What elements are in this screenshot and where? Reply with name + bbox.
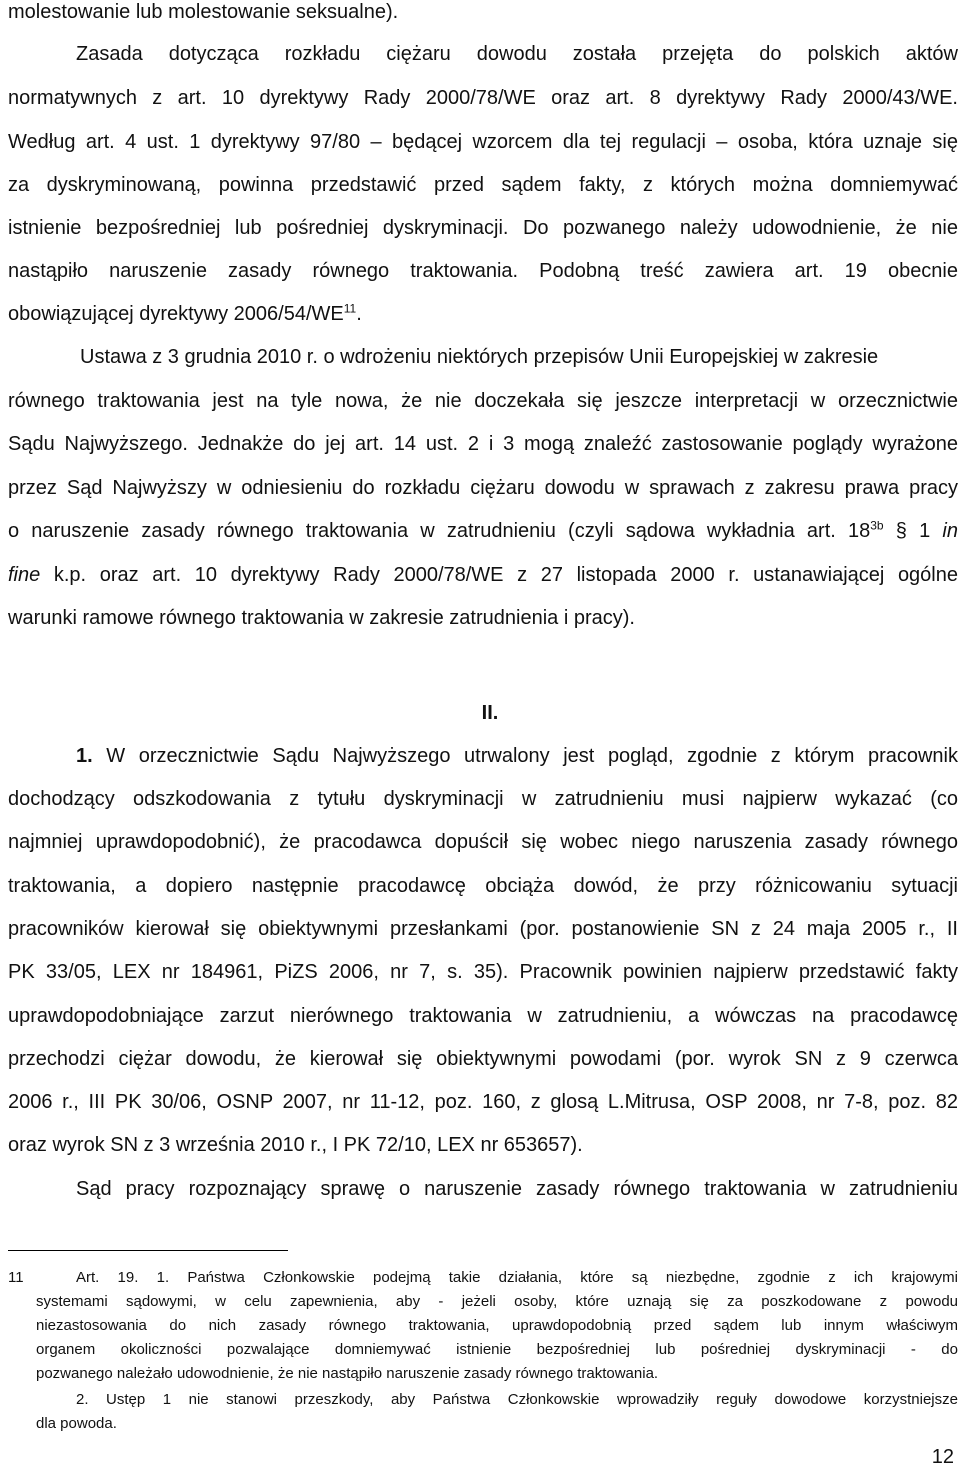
text-line: Sąd pracy rozpoznający sprawę o naruszenie zasady równego traktowania w zatrudnieniu — [76, 1178, 958, 1200]
text-line: Zasada dotycząca rozkładu ciężaru dowodu została przejęta do polskich aktów — [76, 43, 958, 65]
footnote-reference: 11 — [343, 301, 357, 316]
text-line: za dyskryminowaną, powinna przedstawić przed sądem fakty, z których można domniemywać — [8, 174, 958, 196]
footnote-separator — [8, 1250, 288, 1251]
text-line: pracowników kierował się obiektywnymi przesłankami (por. postanowienie SN z 24 maja 2005 r., II — [8, 918, 958, 940]
text-segment: W orzecznictwie Sądu Najwyższego utrwalony jest pogląd, zgodnie z którym pracownik — [92, 745, 958, 767]
footnote-line: pozwanego należało udowodnienie, że nie nastąpiło naruszenie zasady równego traktowania. — [36, 1365, 659, 1382]
text-line: oraz wyrok SN z 3 września 2010 r., I PK 72/10, LEX nr 653657). — [8, 1134, 583, 1156]
page-number: 12 — [931, 1446, 954, 1468]
footnote-line: niezastosowania do nich zasady równego traktowania, uprawdopodobnią przed sądem lub innym właściwym — [36, 1317, 958, 1334]
text-segment: k.p. oraz art. 10 dyrektywy Rady 2000/78/WE z 27 listopada 2000 r. ustanawiającej ogólne — [40, 564, 958, 586]
italic-segment: fine — [8, 564, 41, 586]
text-line: Sądu Najwyższego. Jednakże do jej art. 14 ust. 2 i 3 mogą znaleźć zastosowanie poglądy wyrażone — [8, 433, 958, 455]
text-line: molestowanie lub molestowanie seksualne). — [8, 1, 399, 23]
text-segment: . — [356, 303, 362, 325]
footnote-line: Art. 19. 1. Państwa Członkowskie podejmą takie działania, które są niezbędne, zgodnie z ich krajowymi — [76, 1269, 958, 1286]
paragraph-number: 1. — [76, 745, 93, 767]
superscript: 3b — [870, 518, 884, 533]
section-heading: II. — [481, 702, 499, 724]
footnote-line: 2. Ustęp 1 nie stanowi przeszkody, aby Państwa Członkowskie wprowadziły reguły dowodowe korzystniejsze — [76, 1391, 958, 1408]
text-line: równego traktowania jest na tyle nowa, że nie doczekała się jeszcze interpretacji w orzecznictwie — [8, 390, 958, 412]
text-segment: obowiązującej dyrektywy 2006/54/WE — [8, 303, 344, 325]
text-line: PK 33/05, LEX nr 184961, PiZS 2006, nr 7, s. 35). Pracownik powinien najpierw przedstawić fakty — [8, 961, 958, 983]
text-segment: o naruszenie zasady równego traktowania w zatrudnieniu (czyli sądowa wykładnia art. 18 — [8, 520, 871, 542]
text-line: uprawdopodobniające zarzut nierównego traktowania w zatrudnieniu, a wówczas na pracodawcę — [8, 1005, 958, 1027]
footnote-line: organem okoliczności pozwalające domniemywać istnienie bezpośredniej lub pośredniej dyskryminacji - do — [36, 1341, 958, 1358]
text-line — [8, 302, 958, 326]
text-line — [76, 744, 958, 768]
text-line: warunki ramowe równego traktowania w zakresie zatrudnienia i pracy). — [8, 607, 635, 629]
text-line — [8, 563, 958, 587]
text-line — [8, 519, 958, 543]
footnote-line: systemami sądowymi, w celu zapewnienia, aby - jeżeli osoby, które uznają się za poszkodowane z powodu — [36, 1293, 958, 1310]
text-segment: § 1 — [883, 520, 943, 542]
text-line: przez Sąd Najwyższy w odniesieniu do rozkładu ciężaru dowodu w sprawach z zakresu prawa pracy — [8, 477, 958, 499]
italic-segment: in — [942, 520, 958, 542]
text-line: najmniej uprawdopodobnić), że pracodawca dopuścił się wobec niego naruszenia zasady równego — [8, 831, 958, 853]
footnote-line: dla powoda. — [36, 1415, 117, 1432]
text-line: nastąpiło naruszenie zasady równego traktowania. Podobną treść zawiera art. 19 obecnie — [8, 260, 958, 282]
text-line: 2006 r., III PK 30/06, OSNP 2007, nr 11-12, poz. 160, z glosą L.Mitrusa, OSP 2008, nr 7-8, poz. 82 — [8, 1091, 958, 1113]
text-line: istnienie bezpośredniej lub pośredniej dyskryminacji. Do pozwanego należy udowodnienie, że nie — [8, 217, 958, 239]
text-line: normatywnych z art. 10 dyrektywy Rady 2000/78/WE oraz art. 8 dyrektywy Rady 2000/43/WE. — [8, 87, 958, 109]
text-line: przechodzi ciężar dowodu, że kierował się obiektywnymi powodami (por. wyrok SN z 9 czerwca — [8, 1048, 958, 1070]
text-line: traktowania, a dopiero następnie pracodawcę obciąża dowód, że przy różnicowaniu sytuacji — [8, 875, 958, 897]
text-line: dochodzący odszkodowania z tytułu dyskryminacji w zatrudnieniu musi najpierw wykazać (co — [8, 788, 958, 810]
text-line: Według art. 4 ust. 1 dyrektywy 97/80 – będącej wzorcem dla tej regulacji – osoba, która uznaje się — [8, 131, 958, 153]
text-line: Ustawa z 3 grudnia 2010 r. o wdrożeniu niektórych przepisów Unii Europejskiej w zakresie — [80, 346, 879, 368]
footnote-number: 11 — [8, 1269, 24, 1286]
